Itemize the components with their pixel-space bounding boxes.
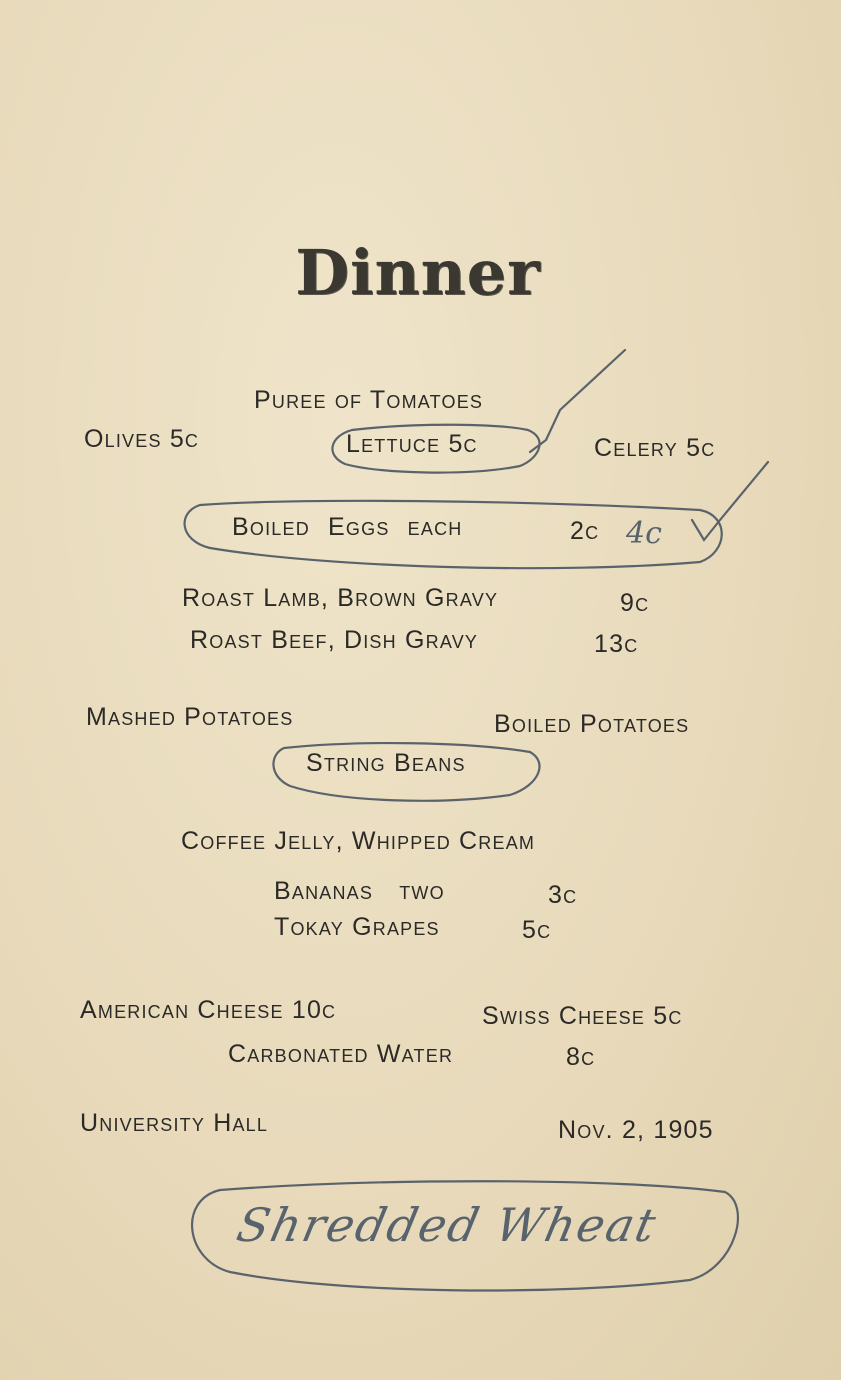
celery-item: Celery 5c xyxy=(594,434,716,462)
mashed-potatoes-item: Mashed Potatoes xyxy=(86,703,294,731)
boiled-eggs-item: Boiled Eggs each xyxy=(232,513,463,541)
string-beans-item: String Beans xyxy=(306,749,466,777)
tokay-grapes-item: Tokay Grapes xyxy=(274,913,440,941)
american-cheese-item: American Cheese 10c xyxy=(80,996,337,1024)
roast-beef-item: Roast Beef, Dish Gravy xyxy=(190,626,479,654)
boiled-eggs-price: 2c xyxy=(570,517,600,545)
handwritten-note: Shredded Wheat xyxy=(232,1198,663,1252)
footer-date: Nov. 2, 1905 xyxy=(558,1116,714,1144)
menu-title: Dinner xyxy=(295,236,541,309)
roast-lamb-item: Roast Lamb, Brown Gravy xyxy=(182,584,499,612)
footer-place: University Hall xyxy=(80,1109,269,1137)
bananas-item: Bananas two xyxy=(274,877,445,905)
lettuce-item: Lettuce 5c xyxy=(346,430,478,458)
handwritten-price: 4c xyxy=(626,516,662,551)
coffee-jelly-item: Coffee Jelly, Whipped Cream xyxy=(181,827,536,855)
carbonated-water-item: Carbonated Water xyxy=(228,1040,454,1068)
carbonated-water-price: 8c xyxy=(566,1043,596,1071)
soup-item: Puree of Tomatoes xyxy=(254,386,484,414)
tokay-grapes-price: 5c xyxy=(522,916,552,944)
olives-item: Olives 5c xyxy=(84,425,200,453)
eggs-check-mark xyxy=(692,462,768,540)
bananas-price: 3c xyxy=(548,881,578,909)
roast-lamb-price: 9c xyxy=(620,589,650,617)
roast-beef-price: 13c xyxy=(594,630,639,658)
swiss-cheese-item: Swiss Cheese 5c xyxy=(482,1002,683,1030)
boiled-potatoes-item: Boiled Potatoes xyxy=(494,710,690,738)
